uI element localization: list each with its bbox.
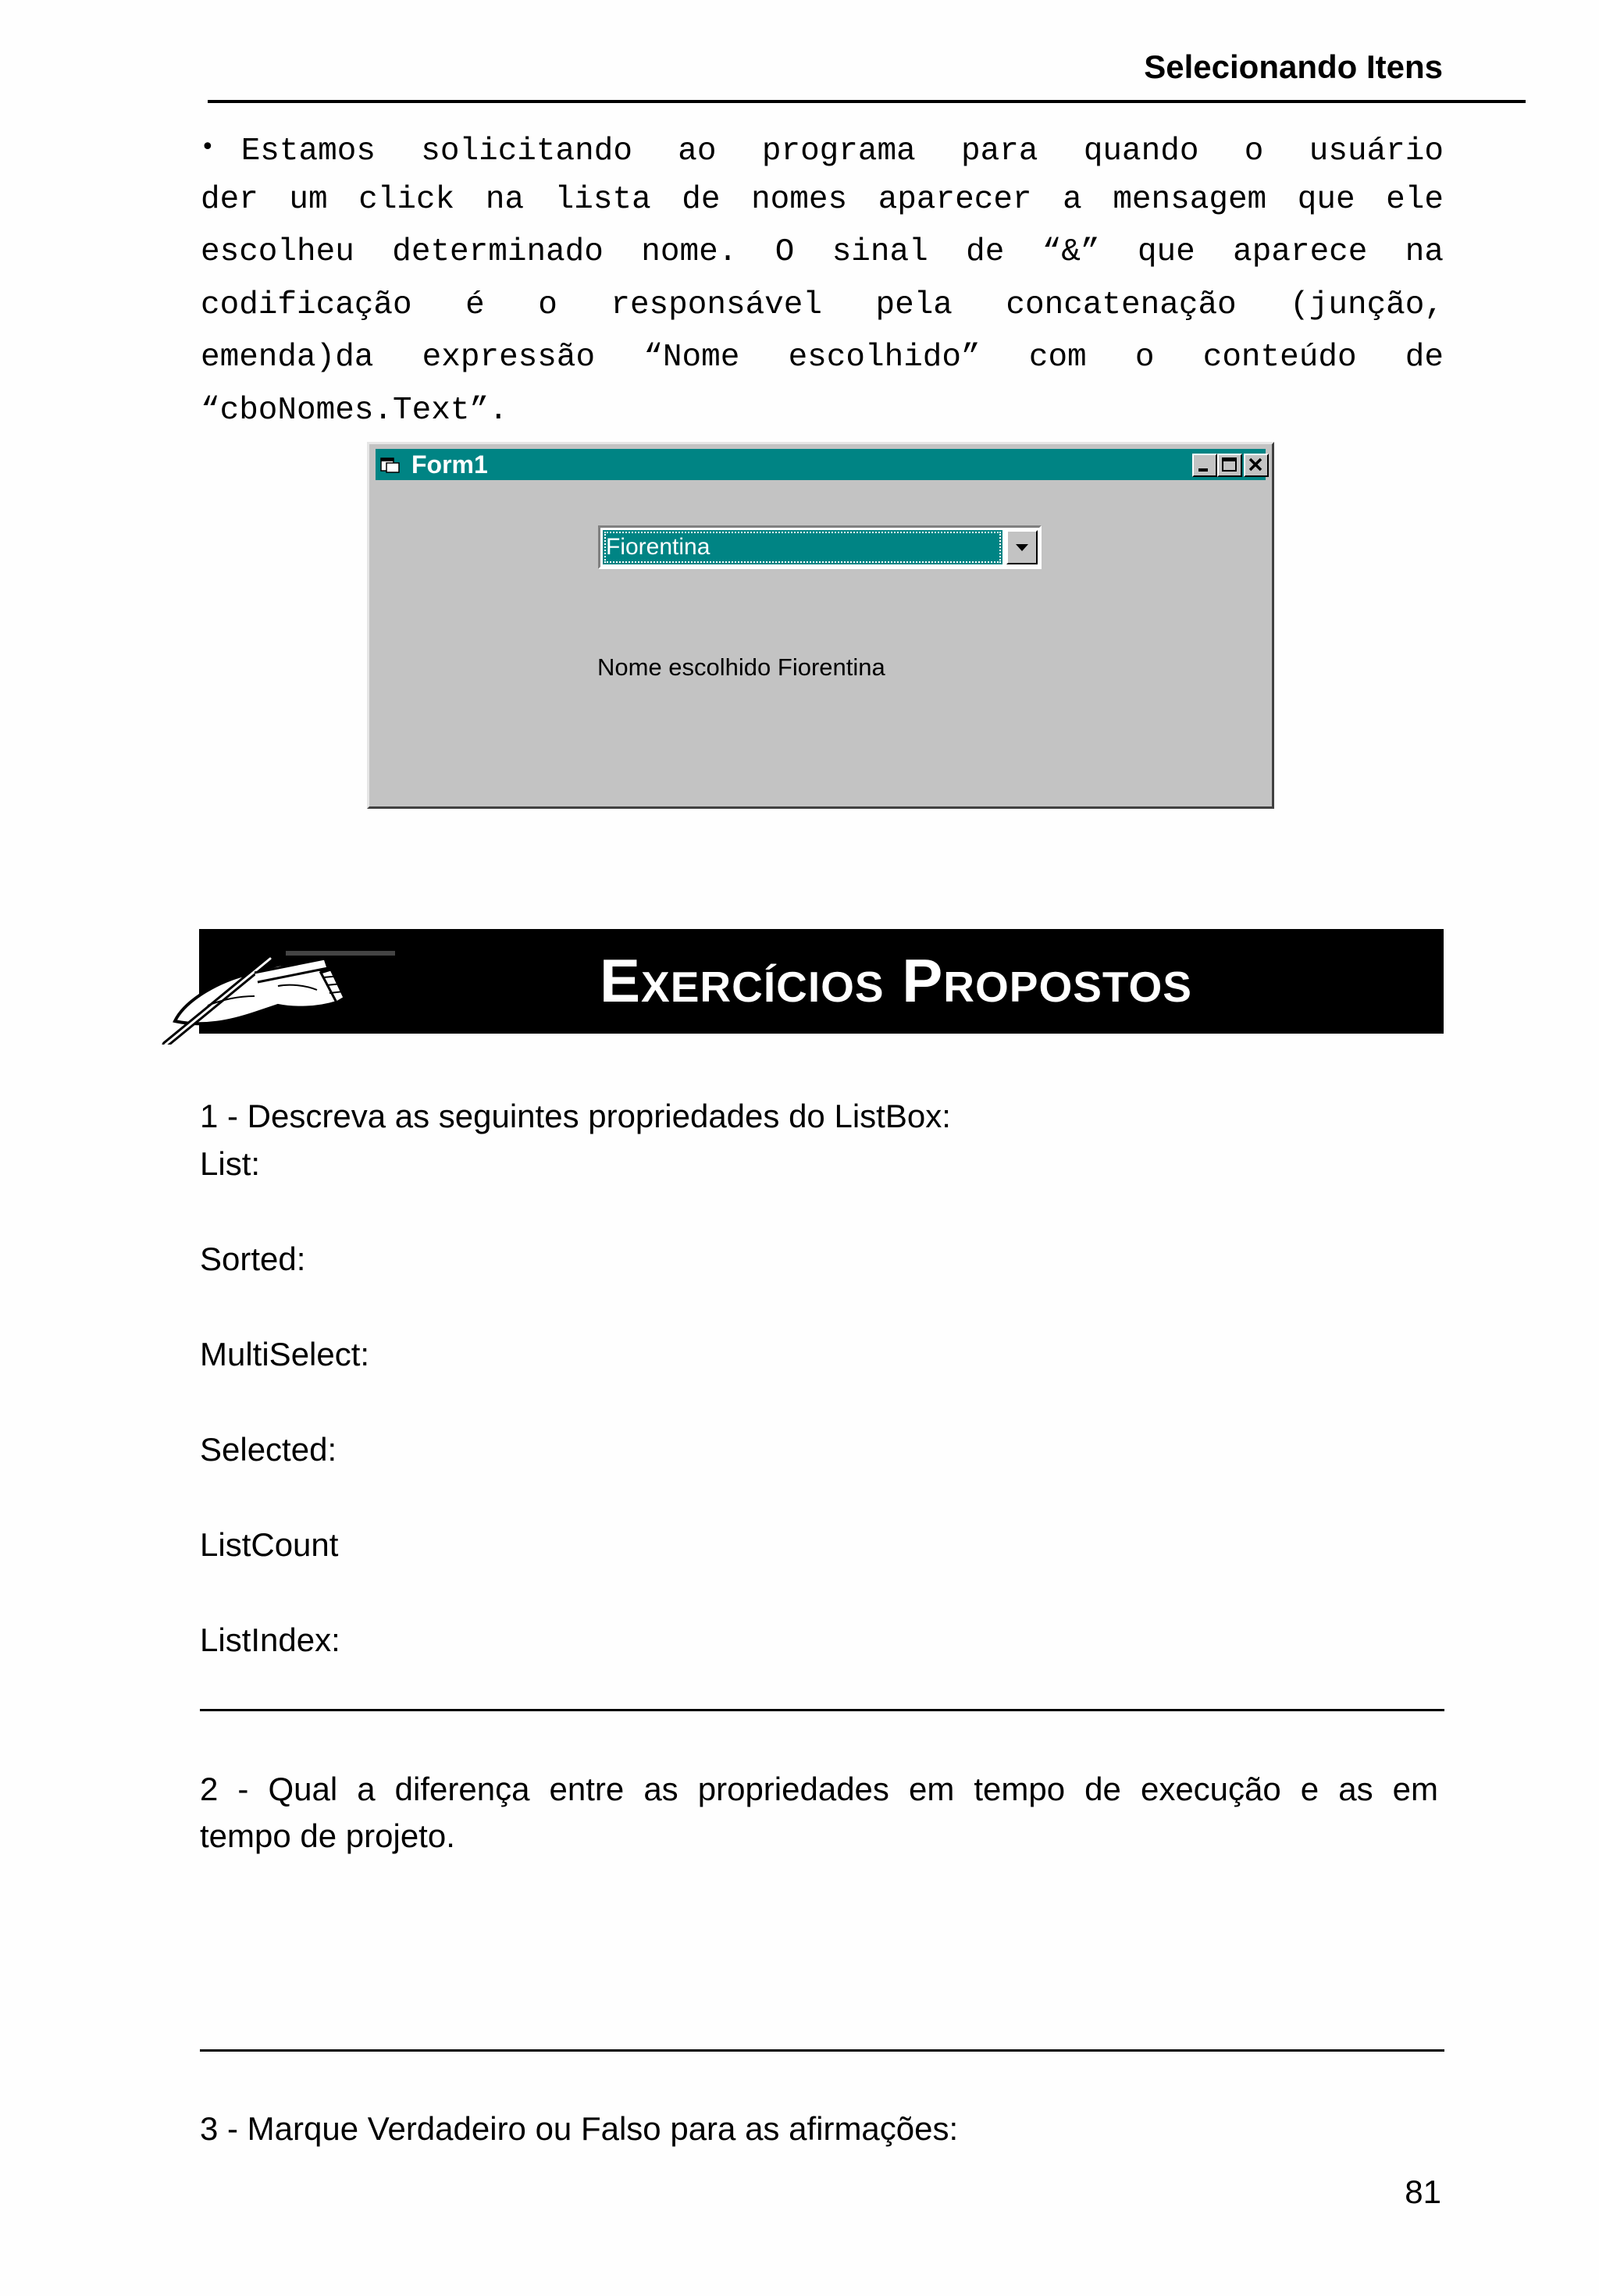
header-rule [208,100,1526,103]
close-icon [1245,455,1267,475]
minimize-icon [1194,455,1216,475]
paragraph-line [201,121,1444,174]
vb-form-window [367,442,1274,809]
property-selected: Selected: [200,1431,337,1468]
property-list: List: [200,1145,261,1182]
minimize-button[interactable] [1192,454,1217,477]
paragraph-line: “cboNomes.Text”. [201,392,508,429]
combobox-selected-value[interactable]: Fiorentina [603,530,1002,564]
property-listcount: ListCount [200,1526,339,1563]
names-combobox[interactable] [598,525,1042,569]
running-header-title: Selecionando Itens [1144,48,1443,85]
banner-title: Exercícios Propostos [600,946,1192,1015]
paragraph-line: codificação é o responsável pela concatenação (junção, [201,287,1444,323]
property-multiselect: MultiSelect: [200,1336,370,1372]
form-title: Form1 [411,450,488,479]
explanation-paragraph [201,121,1444,437]
form-titlebar[interactable] [376,449,1266,480]
question-3: 3 - Marque Verdadeiro ou Falso para as afirmações: [200,2110,959,2147]
paragraph-line-text: Estamos solicitando ao programa para quando o usuário [240,133,1444,169]
close-button[interactable] [1244,454,1269,477]
form-icon [380,455,401,474]
answer-divider [200,2049,1444,2052]
paragraph-line: der um click na lista de nomes aparecer a mensagem que ele [201,181,1444,218]
combobox-dropdown-button[interactable] [1006,530,1038,564]
paragraph-line: escolheu determinado nome. O sinal de “&” que aparece na [201,234,1444,270]
question-2-line: tempo de projeto. [200,1817,455,1854]
question-1: 1 - Descreva as seguintes propriedades do ListBox: [200,1098,951,1134]
page-number: 81 [1405,2173,1441,2210]
hand-with-pen-icon [161,927,395,1045]
maximize-button[interactable] [1217,454,1242,477]
paragraph-line: emenda)da expressão “Nome escolhido” com o conteúdo de [201,340,1444,376]
question-2-line: 2 - Qual a diferença entre as propriedades em tempo de execução e as em [200,1771,1438,1807]
bullet-icon: • [201,133,215,161]
answer-divider [200,1709,1444,1711]
chosen-name-label: Nome escolhido Fiorentina [597,653,885,681]
question-2 [200,1766,1438,1860]
property-sorted: Sorted: [200,1241,306,1277]
property-listindex: ListIndex: [200,1621,340,1658]
maximize-icon [1219,455,1241,475]
dropdown-arrow-icon [1008,532,1036,563]
